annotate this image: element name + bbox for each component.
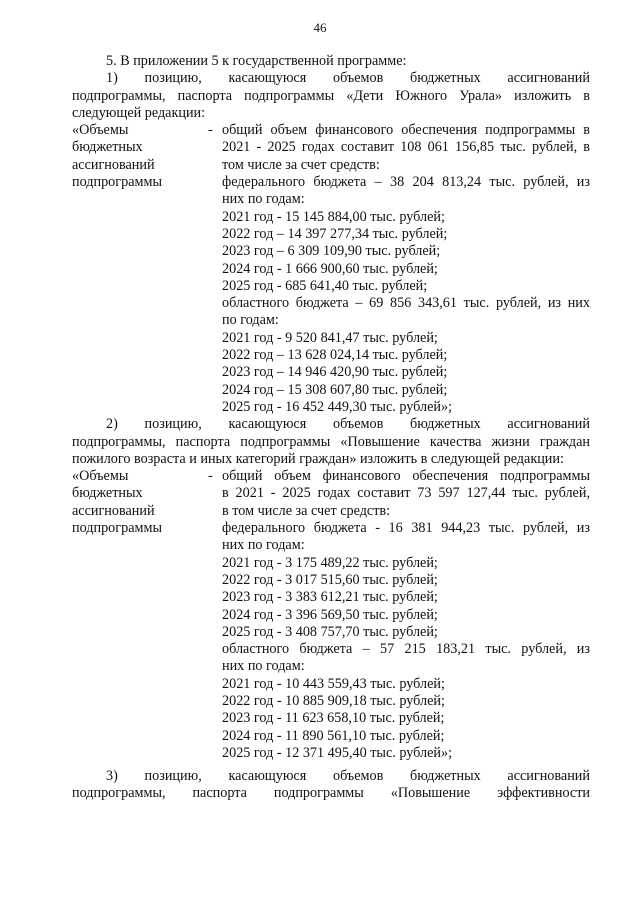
item1-value-line: федерального бюджета – 38 204 813,24 тыс. рублей, из [222, 174, 590, 191]
item1-value-line: 2023 год – 14 946 420,90 тыс. рублей; [222, 364, 448, 381]
item1-value-line: общий объем финансового обеспечения подпрограммы в [222, 122, 590, 139]
item2-value-line: 2023 год - 3 383 612,21 тыс. рублей; [222, 589, 438, 606]
item1-value-line: 2024 год – 15 308 607,80 тыс. рублей; [222, 381, 448, 398]
item2-dash: - [208, 468, 213, 485]
item2-value-line: 2025 год - 12 371 495,40 тыс. рублей»; [222, 744, 453, 761]
item2-value-line: них по годам: [222, 658, 305, 675]
item1-value-line: 2025 год - 16 452 449,30 тыс. рублей»; [222, 398, 453, 415]
item1-label-line: ассигнований [72, 156, 155, 173]
item1-heading-rest: подпрограммы, паспорта подпрограммы «Дети Южного Урала» изложить в следующей редакции: [72, 87, 590, 121]
item2-value-line: 2025 год - 3 408 757,70 тыс. рублей; [222, 623, 438, 640]
item2-value-line: 2021 год - 10 443 559,43 тыс. рублей; [222, 675, 445, 692]
item2-value-line: федерального бюджета - 16 381 944,23 тыс. рублей, из [222, 520, 590, 537]
item2-value-line: 2023 год - 11 623 658,10 тыс. рублей; [222, 710, 445, 727]
item1-passport-table [72, 122, 590, 416]
intro-paragraph: 5. В приложении 5 к государственной программе: [106, 53, 407, 69]
item1-label-line: подпрограммы [72, 174, 162, 191]
item2-value-line: 2024 год - 11 890 561,10 тыс. рублей; [222, 727, 445, 744]
item2-value-line: них по годам: [222, 537, 305, 554]
item1-value-line: областного бюджета – 69 856 343,61 тыс. рублей, из них [222, 295, 590, 312]
item2-passport-table [72, 468, 590, 762]
item2-heading-line1: 2) позицию, касающуюся объемов бюджетных ассигнований [106, 416, 590, 433]
item2-value-line: в 2021 - 2025 годах составит 73 597 127,44 тыс. рублей, [222, 485, 590, 502]
item2-label-line: подпрограммы [72, 520, 162, 537]
item2-label-line: ассигнований [72, 502, 155, 519]
item2-value-line: общий объем финансового обеспечения подпрограммы [222, 468, 590, 485]
item1-value-line: 2021 год - 15 145 884,00 тыс. рублей; [222, 208, 445, 225]
item2-label-line: бюджетных [72, 485, 143, 502]
item3-heading-line2: подпрограммы, паспорта подпрограммы «Повышение эффективности [72, 785, 590, 802]
item1-dash: - [208, 122, 213, 139]
item2-value-line: 2022 год - 3 017 515,60 тыс. рублей; [222, 571, 438, 588]
item2-value-line: 2021 год - 3 175 489,22 тыс. рублей; [222, 554, 438, 571]
item2-value-line: областного бюджета – 57 215 183,21 тыс. рублей, из [222, 641, 590, 658]
item2-value-line: 2022 год - 10 885 909,18 тыс. рублей; [222, 692, 445, 709]
item1-value-line: по годам: [222, 312, 279, 329]
item1-value-line: 2023 год – 6 309 109,90 тыс. рублей; [222, 243, 441, 260]
document-body [72, 53, 590, 803]
item1-value-line: 2025 год - 685 641,40 тыс. рублей; [222, 277, 428, 294]
item2-heading-rest: подпрограммы, паспорта подпрограммы «Повышение качества жизни граждан пожилого возраста и иных категорий граждан» изложить в следующей редакции: [72, 433, 590, 467]
item2-value-line: 2024 год - 3 396 569,50 тыс. рублей; [222, 606, 438, 623]
item2-value-line: в том числе за счет средств: [222, 502, 391, 519]
item2-label [72, 468, 208, 537]
item1-value-line: 2021 - 2025 годах составит 108 061 156,85 тыс. рублей, в [222, 139, 590, 156]
item1-value-line: 2021 год - 9 520 841,47 тыс. рублей; [222, 329, 438, 346]
item1-value-line: них по годам: [222, 191, 305, 208]
item1-label-line: «Объемы [72, 122, 129, 139]
item1-values [222, 122, 590, 416]
item1-label [72, 122, 208, 191]
item1-label-line: бюджетных [72, 139, 143, 156]
page-number: 46 [313, 20, 327, 35]
item3-heading-line1: 3) позицию, касающуюся объемов бюджетных ассигнований [106, 768, 590, 785]
item1-value-line: том числе за счет средств: [222, 156, 380, 173]
item1-heading-line1: 1) позицию, касающуюся объемов бюджетных ассигнований [106, 70, 590, 87]
item1-value-line: 2022 год – 14 397 277,34 тыс. рублей; [222, 225, 448, 242]
item1-value-line: 2024 год - 1 666 900,60 тыс. рублей; [222, 260, 438, 277]
item2-values [222, 468, 590, 762]
item1-value-line: 2022 год – 13 628 024,14 тыс. рублей; [222, 347, 448, 364]
item2-label-line: «Объемы [72, 468, 129, 485]
